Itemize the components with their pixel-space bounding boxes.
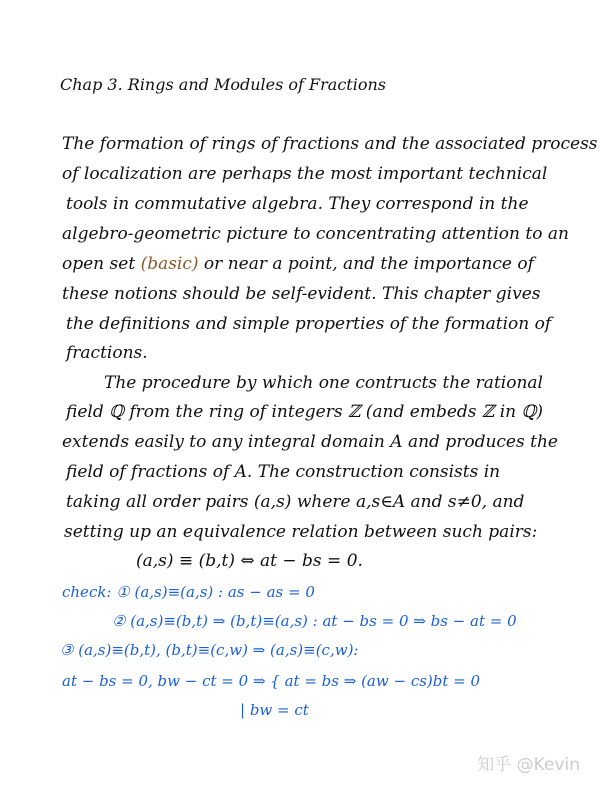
chapter-title: Chap 3. Rings and Modules of Fractions [60, 75, 386, 94]
text-line: The procedure by which one contructs the rational [104, 373, 543, 393]
text-line: the definitions and simple properties of the formation of [66, 314, 552, 334]
equation-line: (a,s) ≡ (b,t) ⇔ at − bs = 0. [136, 551, 363, 571]
text-line: taking all order pairs (a,s) where a,s∈A and s≠0, and [66, 492, 525, 512]
text-line: fractions. [66, 343, 148, 363]
highlighted-word: (basic) [140, 254, 199, 274]
watermark: 知乎 @Kevin [477, 755, 580, 775]
text-line [62, 253, 534, 275]
check-line: ② (a,s)≡(b,t) ⇒ (b,t)≡(a,s) : at − bs = 0 ⇒ bs − at = 0 [112, 612, 517, 630]
text-line: extends easily to any integral domain A and produces the [62, 432, 558, 452]
check-line: ③ (a,s)≡(b,t), (b,t)≡(c,w) ⇒ (a,s)≡(c,w): [60, 641, 359, 659]
text-line: algebro-geometric picture to concentrating attention to an [62, 224, 569, 244]
check-line: check: ① (a,s)≡(a,s) : as − as = 0 [62, 583, 315, 601]
text-line: these notions should be self-evident. This chapter gives [62, 284, 541, 304]
text-line: tools in commutative algebra. They correspond in the [66, 194, 529, 214]
text-line: of localization are perhaps the most important technical [62, 164, 548, 184]
text-line: field ℚ from the ring of integers ℤ (and embeds ℤ in ℚ) [66, 402, 543, 422]
text-segment: open set [62, 254, 141, 274]
check-line: | bw = ct [240, 701, 309, 719]
text-line: The formation of rings of fractions and the associated process [62, 134, 598, 154]
text-segment: or near a point, and the importance of [198, 254, 534, 274]
text-line: field of fractions of A. The construction consists in [66, 462, 501, 482]
text-line: setting up an equivalence relation between such pairs: [64, 522, 538, 542]
check-line: at − bs = 0, bw − ct = 0 ⇒ { at = bs ⇒ (aw − cs)bt = 0 [62, 672, 481, 690]
